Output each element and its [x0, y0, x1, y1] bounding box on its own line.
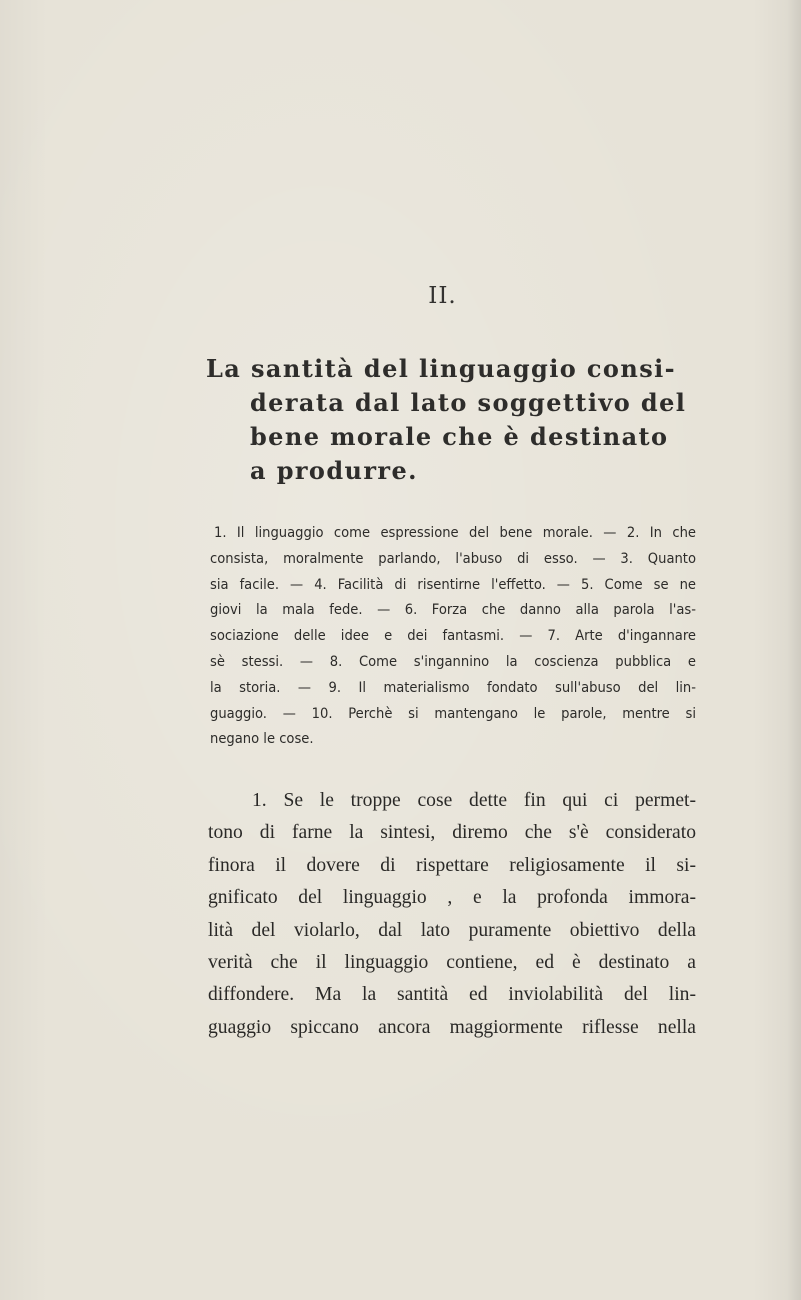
summary-line: guaggio. — 10. Perchè si mantengano le parole, mentre si	[210, 704, 696, 722]
chapter-title-line: La santità del linguaggio consi-	[206, 354, 676, 383]
body-line: 1. Se le troppe cose dette fin qui ci permet-	[252, 790, 696, 811]
body-line: tono di farne la sintesi, diremo che s'è considerato	[208, 822, 696, 844]
chapter-number: II.	[428, 283, 457, 309]
chapter-title-line: derata dal lato soggettivo del	[250, 388, 687, 417]
summary-line: negano le cose.	[210, 730, 314, 748]
summary-line: la storia. — 9. Il materialismo fondato sull'abuso del lin-	[210, 678, 696, 696]
body-line: finora il dovere di rispettare religiosamente il si-	[208, 854, 696, 876]
chapter-title	[206, 352, 706, 488]
summary-line: sia facile. — 4. Facilità di risentirne l'effetto. — 5. Come se ne	[210, 575, 696, 593]
page-edge-shadow	[787, 0, 801, 1300]
body-line: verità che il linguaggio contiene, ed è destinato a	[208, 952, 696, 974]
chapter-title-line: a produrre.	[250, 456, 418, 485]
summary-line: sè stessi. — 8. Come s'ingannino la coscienza pubblica e	[210, 652, 696, 670]
summary-line: sociazione delle idee e dei fantasmi. — 7. Arte d'ingannare	[210, 627, 696, 645]
body-line: diffondere. Ma la santità ed inviolabilità del lin-	[208, 984, 696, 1006]
body-line: lità del violarlo, dal lato puramente obiettivo della	[208, 919, 696, 941]
body-line: guaggio spiccano ancora maggiormente riflesse nella	[208, 1016, 696, 1038]
summary-line: 1. Il linguaggio come espressione del bene morale. — 2. In che	[214, 524, 696, 541]
body-line: gnificato del linguaggio , e la profonda immora-	[208, 887, 696, 909]
summary-line: giovi la mala fede. — 6. Forza che danno alla parola l'as-	[210, 601, 696, 619]
summary-line: consista, moralmente parlando, l'abuso di esso. — 3. Quanto	[210, 549, 696, 567]
chapter-summary	[210, 520, 696, 752]
body-paragraph	[208, 785, 696, 1044]
chapter-title-line: bene morale che è destinato	[250, 422, 669, 451]
